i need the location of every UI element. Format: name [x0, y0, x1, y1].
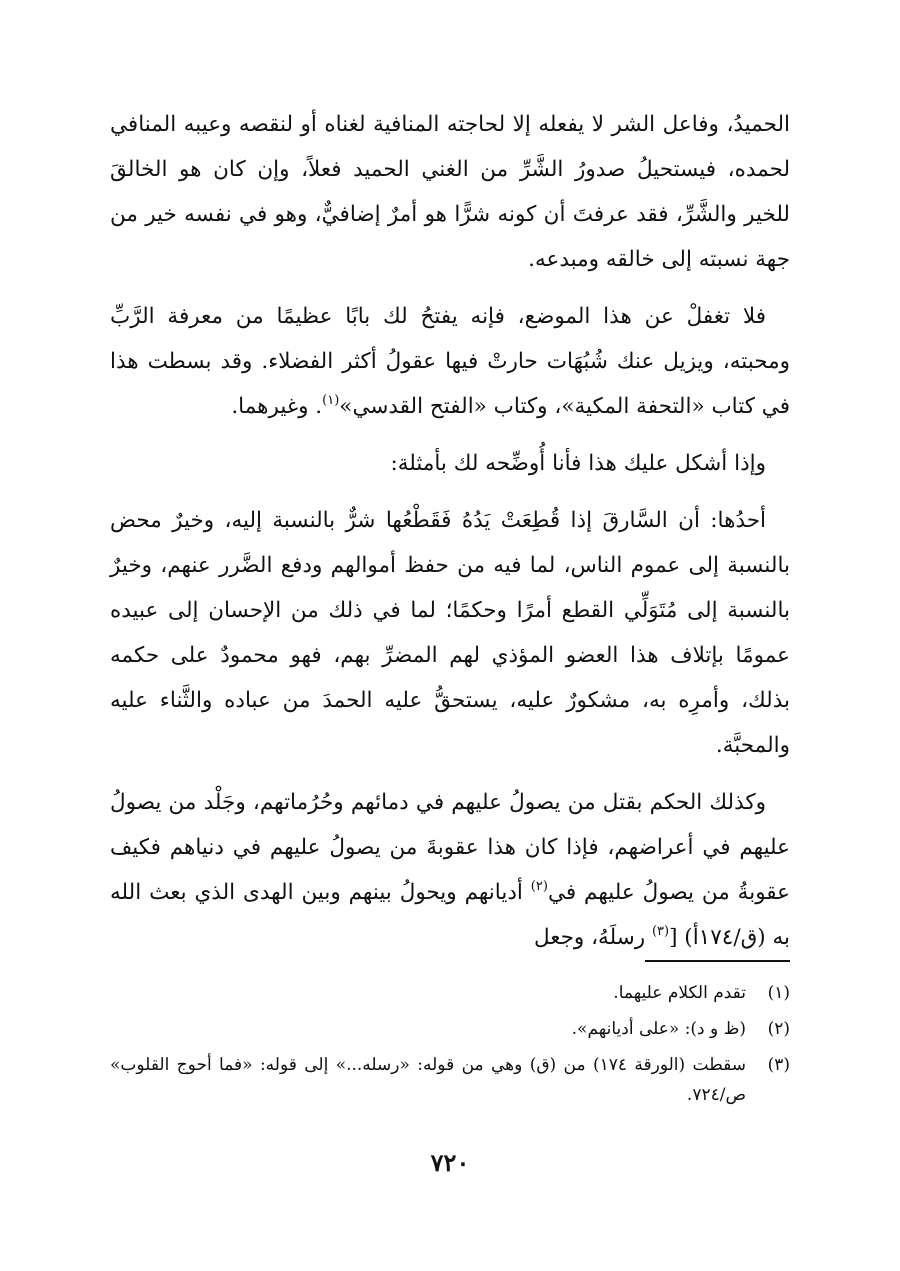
paragraph [110, 294, 790, 429]
footnote-separator [645, 960, 790, 962]
footnotes [110, 978, 790, 1116]
footnote-text: سقطت (الورقة ١٧٤) من (ق) وهي من قوله: «رسله...» إلى قوله: «فما أحوج القلوب» ص/٧٢٤. [110, 1055, 746, 1105]
footnote-text: تقدم الكلام عليهما. [613, 983, 746, 1003]
paragraph [110, 102, 790, 282]
paragraph-text: فلا تغفلْ عن هذا الموضع، فإنه يفتحُ لك بابًا عظيمًا من معرفة الرَّبِّ ومحبته، ويزيل عنك شُبُهَات حارتْ فيها عقولُ أكثر الفضلاء. وقد بسطت هذا في كتاب «التحفة المكية»، وكتاب «الفتح القدسي» [110, 304, 790, 419]
footnote-marker: (٣) [651, 924, 670, 939]
footnote-number: (١) [767, 983, 790, 1003]
footnote-number: (٣) [767, 1055, 790, 1075]
footnote-marker: (٢) [530, 879, 548, 894]
paragraph-text: . وغيرهما. [231, 394, 323, 419]
page-number: ٧٢٠ [430, 1148, 470, 1177]
paragraph-text: وإذا أشكل عليك هذا فأنا أُوضِّحه لك بأمثلة: [390, 451, 766, 476]
footnote [110, 978, 790, 1008]
footnote [110, 1014, 790, 1044]
paragraph [110, 441, 790, 486]
footnote-text: (ظ و د): «على أديانهم». [571, 1019, 746, 1039]
paragraph [110, 780, 790, 960]
main-text [110, 102, 790, 972]
footnote-number: (٢) [767, 1019, 790, 1039]
footnote [110, 1050, 790, 1110]
paragraph-text: أديانهم ويحولُ بينهم وبين الهدى الذي بعث الله به (ق/١٧٤أ) [ [110, 880, 790, 950]
paragraph-text: رسلَهُ، وجعل [533, 925, 652, 950]
paragraph-text: الحميدُ، وفاعل الشر لا يفعله إلا لحاجته المنافية لغناه أو لنقصه وعيبه المنافي لحمده، فيستحيلُ صدورُ الشَّرِّ من الغني الحميد فعلاً، وإن كان هو الخالقَ للخير والشَّرِّ، فقد عرفتَ أن كونه شرًّا هو أمرٌ إضافيٌّ، وهو في نفسه خير من جهة نسبته إلى خالقه ومبدعه. [110, 112, 790, 272]
footnote-marker: (١) [322, 393, 340, 408]
paragraph-text: أحدُها: أن السَّارقَ إذا قُطِعَتْ يَدُهُ فَقَطْعُها شرٌّ بالنسبة إليه، وخيرٌ محض بالنسبة إلى عموم الناس، لما فيه من حفظ أموالهم ودفع الضَّرر عنهم، وخيرٌ بالنسبة إلى مُتَوَلِّي القطع أمرًا وحكمًا؛ لما في ذلك من الإحسان إلى عبيده عمومًا بإتلاف هذا العضو المؤذي لهم المضرِّ بهم، فهو محمودٌ على حكمه بذلك، وأمرِه به، مشكورٌ عليه، يستحقُّ عليه الحمدَ من عباده والثَّناء عليه والمحبَّة. [110, 508, 790, 758]
paragraph-text: وكذلك الحكم بقتل من يصولُ عليهم في دمائهم وحُرُماتهم، وجَلْد من يصولُ عليهم في أعراضهم، فإذا كان هذا عقوبةَ من يصولُ عليهم في دنياهم فكيف عقوبةُ من يصولُ عليهم في [110, 790, 791, 905]
paragraph [110, 498, 790, 768]
